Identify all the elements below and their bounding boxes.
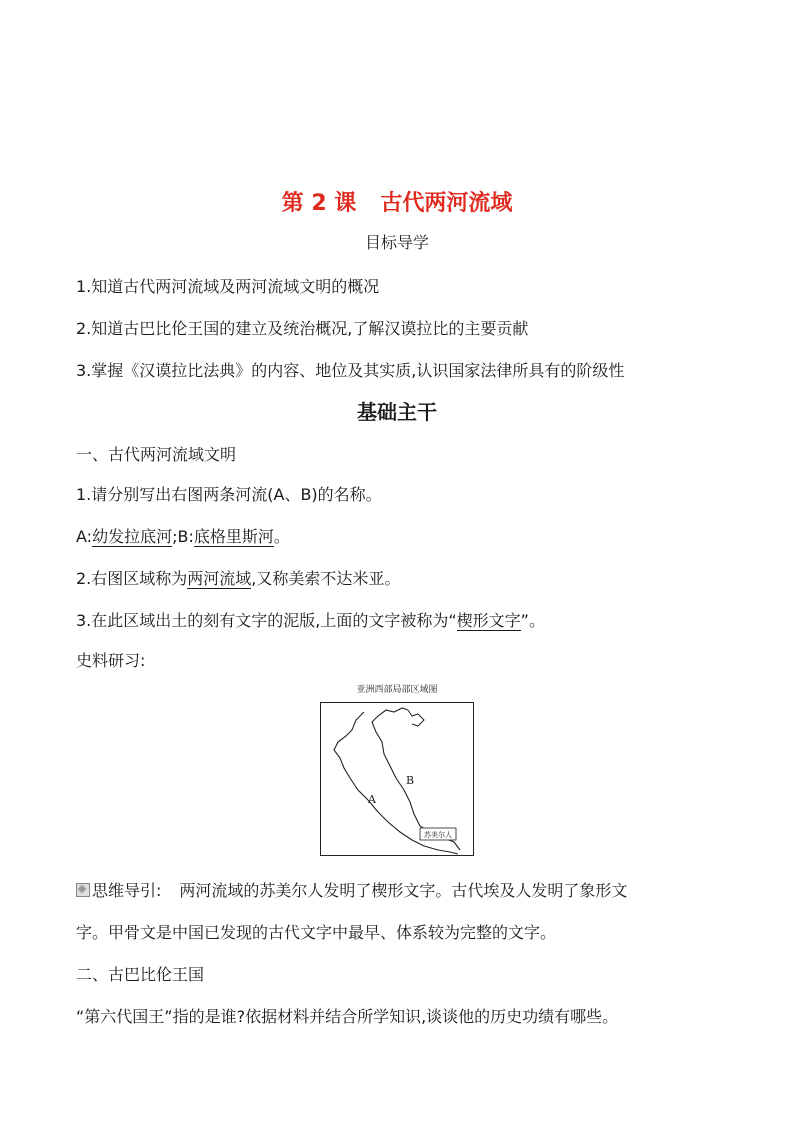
goal-item-3: 3.掌握《汉谟拉比法典》的内容、地位及其实质,认识国家法律所具有的阶级性 (76, 361, 625, 380)
section-title: 基础主干 (357, 400, 437, 424)
part1-heading: 一、古代两河流域文明 (76, 445, 237, 464)
label-a: A (368, 793, 376, 806)
q2-answer: 两河流域 (187, 569, 252, 588)
river-b-source (408, 710, 424, 726)
lesson-name: 古代两河流域 (380, 191, 513, 216)
part2-question: “第六代国王”指的是谁?依据材料并结合所学知识,谈谈他的历史功绩有哪些。 (76, 1007, 619, 1026)
study-label: 史料研习: (76, 651, 146, 670)
q2-suffix: ,又称美索不达米亚。 (251, 569, 401, 588)
answer-b: 底格里斯河 (193, 527, 274, 546)
lesson-title (0, 186, 794, 217)
answer-1 (76, 524, 290, 547)
map-caption: 亚洲西部局部区域图 (356, 685, 438, 695)
tip-line-1 (76, 878, 627, 901)
tip-line-2: 字。甲骨文是中国已发现的古代文字中最早、体系较为完整的文字。 (76, 923, 557, 942)
goals-subtitle: 目标导学 (364, 233, 429, 252)
tip-label: 思维导引: (92, 881, 162, 900)
q3-prefix: 3.在此区域出土的刻有文字的泥版,上面的文字被称为“ (76, 611, 457, 630)
answer-separator: ;B: (172, 527, 194, 546)
answer-end: 。 (273, 527, 290, 546)
region-map (318, 682, 476, 858)
tip-icon (76, 883, 90, 897)
answer-a-prefix: A: (76, 527, 93, 546)
q2-prefix: 2.右图区域称为 (76, 569, 188, 588)
tip-text-1: 两河流域的苏美尔人发明了楔形文字。古代埃及人发明了象形文 (179, 881, 628, 900)
q3-suffix: ”。 (520, 611, 545, 630)
answer-a: 幼发拉底河 (92, 527, 173, 546)
map-figure (320, 702, 474, 856)
q3-answer: 楔形文字 (456, 611, 521, 630)
lesson-number: 第 2 课 (281, 191, 357, 216)
question-1: 1.请分别写出右图两条河流(A、B)的名称。 (76, 485, 382, 504)
label-region: 苏美尔人 (424, 831, 452, 839)
goal-item-2: 2.知道古巴比伦王国的建立及统治概况,了解汉谟拉比的主要贡献 (76, 319, 529, 338)
label-b: B (406, 774, 415, 787)
question-3 (76, 608, 545, 631)
question-2 (76, 566, 400, 589)
goal-item-1: 1.知道古代两河流域及两河流域文明的概况 (76, 277, 380, 296)
part2-heading: 二、古巴比伦王国 (76, 965, 205, 984)
